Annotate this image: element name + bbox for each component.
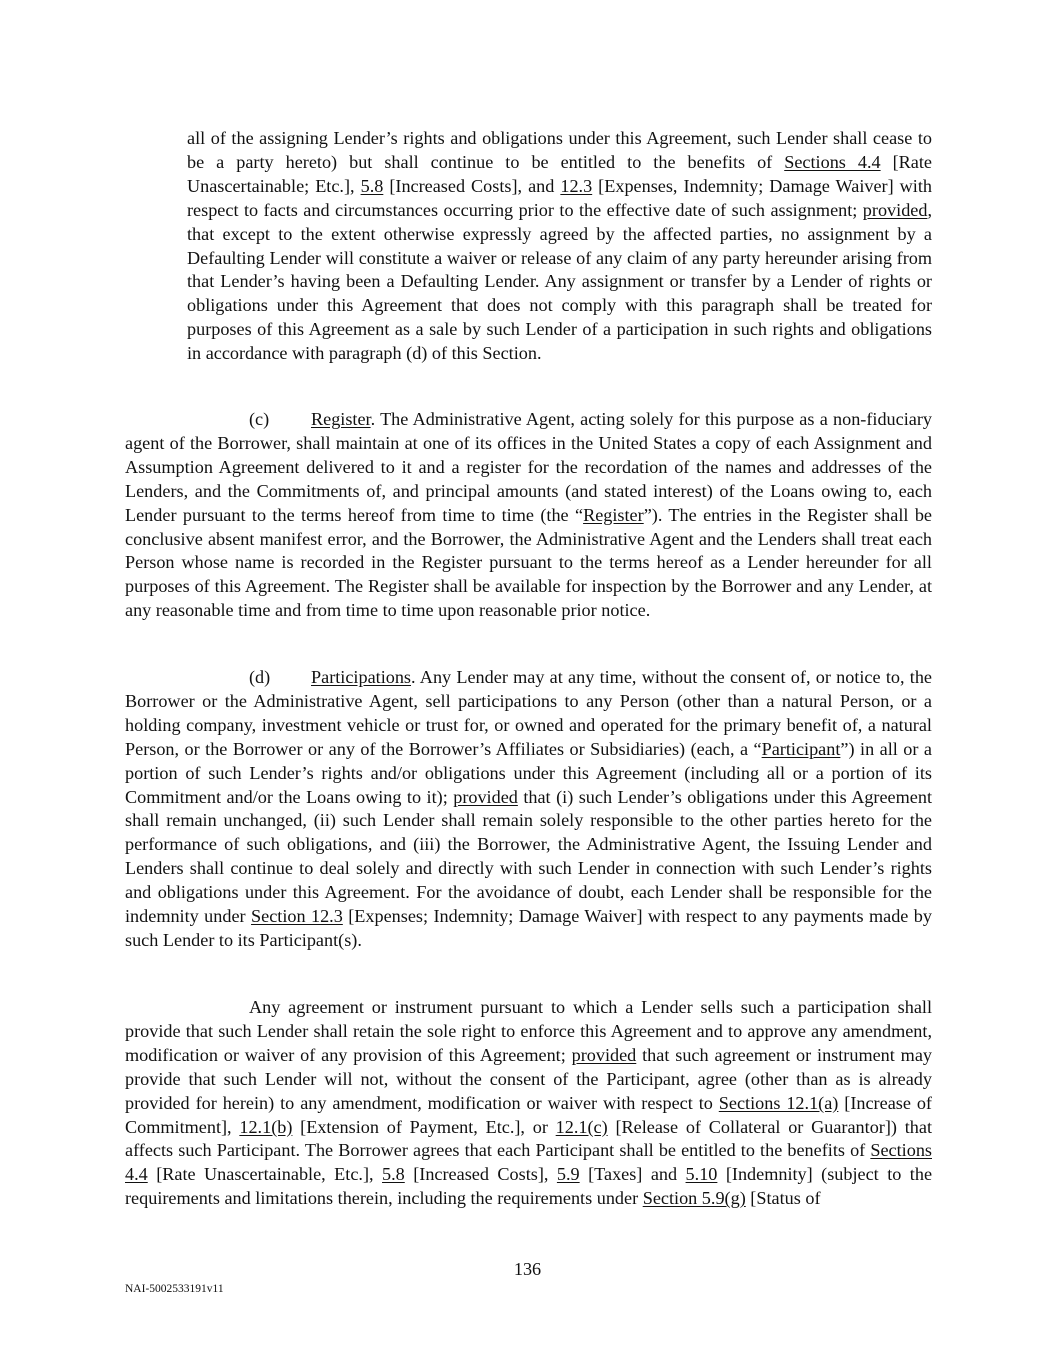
text-run: [Expenses, Indemnity; Damage Waiver] with respect to facts and circumstances occurring prior to the effective date of such assignment; [187,175,932,220]
text-run: [Expenses; Indemnity; Damage Waiver] with respect to any payments made by such Lender to its Participant(s). [125,906,932,950]
text-run: that such agreement or instrument may provide that such Lender will not, without the consent of the Participant, agree (other than as is already provided for herein) to any amendment, modification or waiver with respect to [125,1044,932,1113]
text-run: , that except to the extent otherwise expressly agreed by the affected parties, no assignment by a Defaulting Lender will constitute a waiver or release of any claim of any party hereunder arising from that Lender’s having been a Defaulting Lender. Any assignment or transfer by a Lender of rights or obligations under this Agreement that does not comply with this paragraph shall be treated for purposes of this Agreement as a sale by such Lender of a participation in such rights and obligations in accordance with paragraph (d) of this Section. [187,199,932,364]
provided-term: provided [862,199,928,220]
participant-agreement-paragraph [125,996,932,1211]
text-run: [Status of [745,1188,821,1209]
section-reference: 12.1(c) [555,1116,608,1137]
section-reference: Sections 12.1(a) [718,1092,839,1113]
text-run: . Any Lender may at any time, without the consent of, or notice to, the Borrower or the Administrative Agent, sell participations to any Person (other than a natural Person, or a holding company, investment vehicle or trust for, or owned and operated for the primary benefit of, a natural Person, or the Borrower or any of the Borrower’s Affiliates or Subsidiaries) (each, a “ [125,667,932,759]
text-run: [Extension of Payment, Etc.], or [292,1116,556,1137]
section-reference: 12.3 [560,175,593,196]
defined-term: Participant [761,738,841,759]
section-reference: 5.10 [685,1164,718,1185]
section-reference: Section 5.9(g) [642,1188,746,1209]
participations-paragraph [125,666,932,953]
defined-term: Register [583,504,644,525]
section-heading: Participations [311,667,412,687]
provided-term: provided [571,1044,637,1065]
enumeration-label: (d) [249,667,271,687]
document-id-footer: NAI-5002533191v11 [125,1283,224,1295]
text-run: [Increase of Commitment], [125,1092,932,1137]
text-run: [Release of Collateral or Guarantor]) that affects such Participant. The Borrower agrees that each Participant shall be entitled to the benefits of [125,1116,932,1161]
page-number: 136 [513,1259,542,1279]
provided-term: provided [453,786,518,807]
section-reference: 5.9 [556,1164,580,1185]
section-reference: 12.1(b) [239,1116,293,1137]
register-paragraph [125,408,932,623]
text-run: [Taxes] and [579,1164,686,1185]
text-run: ”) in all or a portion of such Lender’s rights and/or obligations under this Agreement (including all or a portion of its Commitment and/or the Loans owing to it); [125,738,932,807]
section-heading: Register [311,409,371,429]
text-run: that (i) such Lender’s obligations under this Agreement shall remain unchanged, (ii) such Lender shall remain solely responsible to the other parties hereto for the performance of such obligations, and (iii) the Borrower, the Administrative Agent, the Issuing Lender and Lenders shall continue to deal solely and directly with such Lender in connection with such Lender’s rights and obligations under this Agreement. For the avoidance of doubt, each Lender shall be responsible for the indemnity under [125,786,932,927]
assignment-continuation-paragraph [187,127,932,366]
text-run: [Rate Unascertainable, Etc.], [147,1164,383,1185]
text-run: [Increased Costs], and [383,175,561,196]
text-run: all of the assigning Lender’s rights and obligations under this Agreement, such Lender shall cease to be a party hereto) but shall continue to be entitled to the benefits of [187,128,932,172]
text-run: [Indemnity] (subject to the requirements and limitations therein, including the requirements under [125,1164,933,1209]
text-run: . The Administrative Agent, acting solely for this purpose as a non-fiduciary agent of the Borrower, shall maintain at one of its offices in the United States a copy of each Assignment and Assumption Agreement delivered to it and a register for the recordation of the names and addresses of the Lenders, and the Commitments of, and principal amounts (and stated interest) of the Loans owing to, each Lender pursuant to the terms hereof from time to time (the “ [125,409,932,525]
text-run: ”). The entries in the Register shall be conclusive absent manifest error, and the Borrower, the Administrative Agent and the Lenders shall treat each Person whose name is recorded in the Register pursuant to the terms hereof as a Lender hereunder for all purposes of this Agreement. The Register shall be available for inspection by the Borrower and any Lender, at any reasonable time and from time to time upon reasonable prior notice. [125,504,932,621]
text-run: Any agreement or instrument pursuant to which a Lender sells such a participation shall provide that such Lender shall retain the sole right to enforce this Agreement and to approve any amendment, modification or waiver of any provision of this Agreement; [125,997,932,1065]
section-reference: 5.8 [382,1164,405,1185]
section-reference: Section 12.3 [251,906,343,927]
section-reference: Sections 4.4 [784,151,881,172]
section-reference: 5.8 [360,175,384,196]
text-run: [Increased Costs], [404,1164,557,1185]
enumeration-label: (c) [249,409,270,429]
section-reference: Sections 4.4 [125,1140,932,1185]
text-run: [Rate Unascertainable; Etc.], [187,151,932,196]
